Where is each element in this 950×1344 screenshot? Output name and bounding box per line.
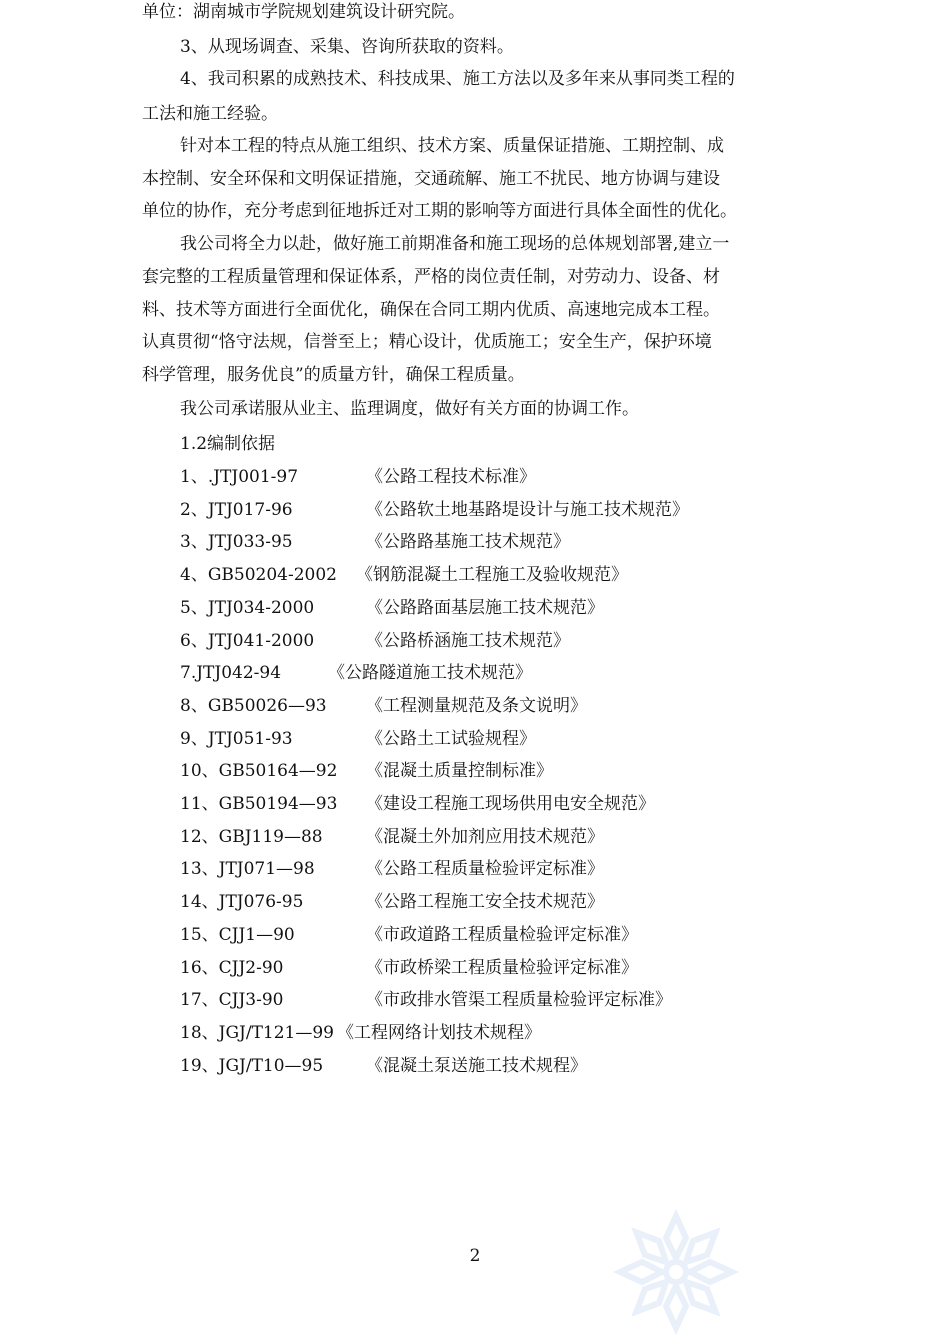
reference-code: 13、JTJ071—98 [180,859,315,880]
reference-title: 《市政排水管渠工程质量检验评定标准》 [366,990,672,1011]
reference-title: 《混凝土泵送施工技术规程》 [366,1055,587,1076]
reference-title: 《工程网络计划技术规程》 [337,1022,541,1043]
paragraph-line: 我公司将全力以赴，做好施工前期准备和施工现场的总体规划部署,建立一 [180,234,730,254]
paragraph-line: 单位的协作，充分考虑到征地拆迁对工期的影响等方面进行具体全面性的优化。 [142,201,737,221]
reference-title: 《混凝土质量控制标准》 [366,761,553,782]
reference-code: 5、JTJ034-2000 [180,597,315,618]
watermark-petal [666,1286,686,1328]
reference-title: 《公路桥涵施工技术规范》 [366,630,570,651]
paragraph-line: 4、我司积累的成熟技术、科技成果、施工方法以及多年来从事同类工程的 [180,69,735,89]
reference-code: 4、GB50204-2002 [180,565,337,586]
reference-title: 《市政道路工程质量检验评定标准》 [366,924,638,945]
reference-title: 《公路土工试验规程》 [366,728,536,749]
reference-code: 1、.JTJ001-97 [180,467,299,487]
reference-code: 7.JTJ042-94 [180,663,282,684]
reference-title: 《公路路面基层施工技术规范》 [366,597,604,618]
snowflake-logo-icon [612,1208,740,1336]
reference-code: 11、GB50194—93 [180,794,338,814]
reference-title: 《建设工程施工现场供用电安全规范》 [366,794,655,814]
reference-title: 《工程测量规范及条文说明》 [366,695,587,716]
reference-title: 《公路工程技术标准》 [366,467,536,487]
reference-code: 19、JGJ/T10—95 [180,1055,324,1076]
reference-code: 16、CJJ2-90 [180,957,284,978]
paragraph-line: 科学管理，服务优良”的质量方针，确保工程质量。 [142,365,525,385]
reference-code: 2、JTJ017-96 [180,499,293,520]
reference-code: 9、JTJ051-93 [180,728,293,749]
reference-title: 《市政桥梁工程质量检验评定标准》 [366,957,638,978]
paragraph-line: 工法和施工经验。 [142,104,278,124]
reference-title: 《公路隧道施工技术规范》 [328,663,532,684]
paragraph-line: 单位：湖南城市学院规划建筑设计研究院。 [142,2,465,22]
paragraph-line: 针对本工程的特点从施工组织、技术方案、质量保证措施、工期控制、成 [180,136,724,156]
reference-title: 《公路工程质量检验评定标准》 [366,859,604,880]
reference-code: 3、JTJ033-95 [180,532,293,553]
paragraph-line: 本控制、安全环保和文明保证措施，交通疏解、施工不扰民、地方协调与建设 [142,169,720,189]
reference-code: 15、CJJ1—90 [180,924,295,945]
paragraph-line: 3、从现场调查、采集、咨询所获取的资料。 [180,37,514,57]
reference-title: 《混凝土外加剂应用技术规范》 [366,826,604,847]
section-heading: 1.2编制依据 [180,434,276,454]
reference-title: 《公路路基施工技术规范》 [366,532,570,553]
reference-code: 8、GB50026—93 [180,695,327,716]
watermark-petal [666,1216,686,1258]
reference-code: 17、CJJ3-90 [180,990,284,1011]
reference-title: 《公路工程施工安全技术规范》 [366,892,604,913]
paragraph-line: 认真贯彻“恪守法规，信誉至上；精心设计，优质施工；安全生产，保护环境 [142,332,712,352]
paragraph-line: 料、技术等方面进行全面优化，确保在合同工期内优质、高速地完成本工程。 [142,300,720,320]
paragraph-line: 套完整的工程质量管理和保证体系，严格的岗位责任制，对劳动力、设备、材 [142,267,720,287]
reference-code: 6、JTJ041-2000 [180,630,315,651]
reference-code: 10、GB50164—92 [180,761,338,782]
paragraph-line: 我公司承诺服从业主、监理调度，做好有关方面的协调工作。 [180,399,639,419]
reference-code: 18、JGJ/T121—99 [180,1022,334,1043]
watermark-petal [620,1262,662,1282]
watermark-center [666,1262,686,1282]
watermark-petal [690,1262,732,1282]
reference-title: 《钢筋混凝土工程施工及验收规范》 [356,565,628,586]
reference-title: 《公路软土地基路堤设计与施工技术规范》 [366,499,689,520]
reference-code: 14、JTJ076-95 [180,892,304,913]
reference-code: 12、GBJ119—88 [180,826,323,847]
page-number: 2 [469,1246,481,1266]
